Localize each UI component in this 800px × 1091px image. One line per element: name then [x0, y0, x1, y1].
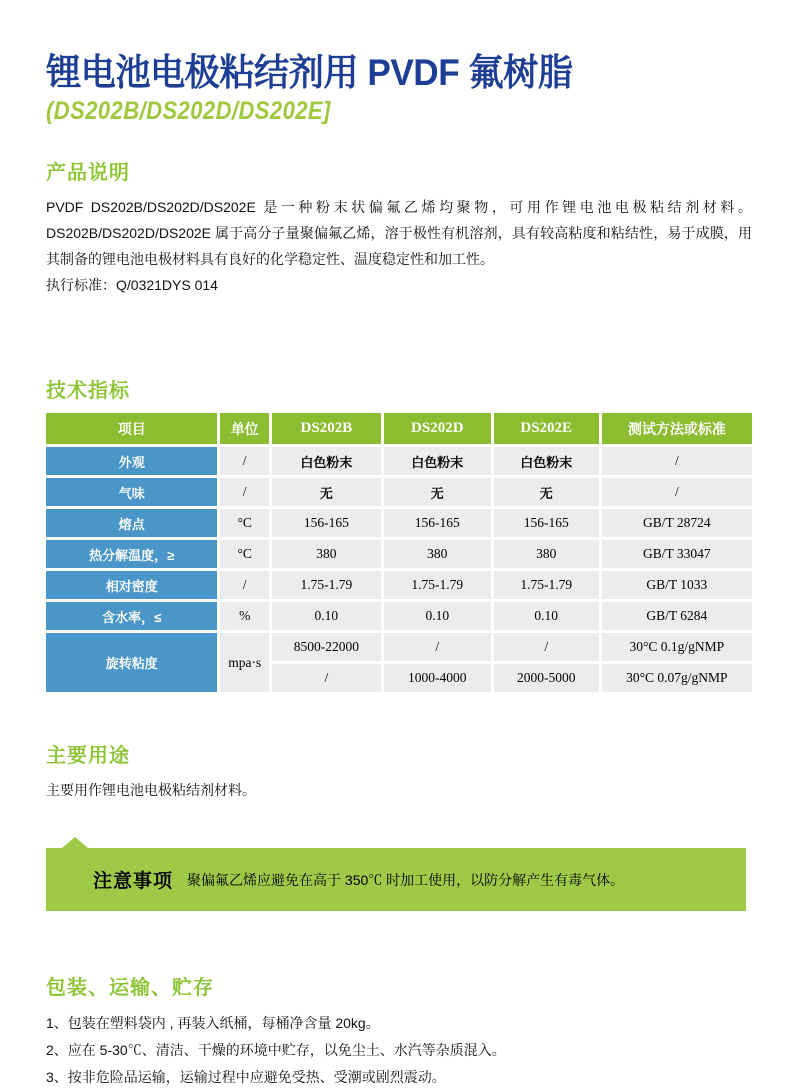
col-header-ds202d: DS202D: [384, 413, 491, 444]
table-row-rotational-viscosity-1: [46, 633, 752, 661]
cell-ds202b: 0.10: [272, 602, 381, 630]
cell-method: 30°C 0.07g/gNMP: [602, 664, 752, 692]
notice-label: 注意事项: [93, 871, 174, 892]
page-title: 锂电池电极粘结剂用 PVDF 氟树脂: [46, 52, 573, 93]
cell-ds202b: 156-165: [272, 509, 381, 537]
spec-table-header-row: [46, 413, 752, 444]
packaging-list-item: 3、按非危险品运输，运输过程中应避免受热、受潮或剧烈震动。: [46, 1069, 446, 1085]
cell-method: GB/T 6284: [602, 602, 752, 630]
cell-ds202d: 380: [384, 540, 491, 568]
cell-ds202d: 1000-4000: [384, 664, 491, 692]
section-heading-usage: 主要用途: [46, 745, 130, 767]
table-row-odor: [46, 478, 752, 506]
notice-text: 聚偏氟乙烯应避免在高于 350℃ 时加工使用，以防分解产生有毒气体。: [187, 871, 625, 888]
packaging-list: [46, 1010, 752, 1091]
cell-unit: °C: [220, 540, 268, 568]
table-row-appearance: [46, 447, 752, 475]
cell-ds202b: 380: [272, 540, 381, 568]
cell-method: /: [602, 447, 752, 475]
table-row-melting-point: [46, 509, 752, 537]
cell-method: /: [602, 478, 752, 506]
cell-ds202e: 2000-5000: [494, 664, 599, 692]
row-label: 热分解温度，≥: [46, 540, 217, 568]
cell-ds202d: 1.75-1.79: [384, 571, 491, 599]
col-header-unit: 单位: [220, 413, 268, 444]
cell-method: GB/T 28724: [602, 509, 752, 537]
row-label: 含水率，≤: [46, 602, 217, 630]
packaging-list-item: 2、应在 5-30℃、清洁、干燥的环境中贮存，以免尘土、水汽等杂质混入。: [46, 1042, 506, 1058]
cell-ds202e: 156-165: [494, 509, 599, 537]
cell-unit: /: [220, 478, 268, 506]
row-label: 外观: [46, 447, 217, 475]
notice-pointer-triangle-icon: [62, 837, 88, 848]
usage-text: 主要用作锂电池电极粘结剂材料。: [46, 782, 256, 798]
cell-ds202d: 无: [384, 478, 491, 506]
col-header-method: 测试方法或标准: [602, 413, 752, 444]
table-row-water-content: [46, 602, 752, 630]
cell-ds202d: 156-165: [384, 509, 491, 537]
col-header-ds202e: DS202E: [494, 413, 599, 444]
notice-banner: [46, 848, 746, 911]
row-label: 相对密度: [46, 571, 217, 599]
row-label: 旋转粘度: [46, 633, 217, 692]
cell-unit: /: [220, 571, 268, 599]
cell-ds202b: 1.75-1.79: [272, 571, 381, 599]
cell-ds202d: 白色粉末: [384, 447, 491, 475]
table-row-relative-density: [46, 571, 752, 599]
cell-unit: °C: [220, 509, 268, 537]
col-header-ds202b: DS202B: [272, 413, 381, 444]
cell-ds202e: /: [494, 633, 599, 661]
cell-method: GB/T 1033: [602, 571, 752, 599]
section-heading-tech: 技术指标: [46, 380, 130, 402]
cell-ds202e: 1.75-1.79: [494, 571, 599, 599]
col-header-item: 项目: [46, 413, 217, 444]
section-heading-product: 产品说明: [46, 162, 130, 184]
cell-ds202d: 0.10: [384, 602, 491, 630]
cell-method: 30°C 0.1g/gNMP: [602, 633, 752, 661]
cell-method: GB/T 33047: [602, 540, 752, 568]
cell-ds202e: 380: [494, 540, 599, 568]
cell-ds202b: 白色粉末: [272, 447, 381, 475]
cell-ds202b: /: [272, 664, 381, 692]
section-heading-packaging: 包装、运输、贮存: [46, 977, 214, 999]
cell-ds202e: 无: [494, 478, 599, 506]
cell-ds202e: 0.10: [494, 602, 599, 630]
cell-ds202b: 8500-22000: [272, 633, 381, 661]
row-label: 熔点: [46, 509, 217, 537]
product-standard-line: 执行标准：Q/0321DYS 014: [46, 277, 218, 293]
spec-table: [43, 410, 755, 695]
cell-ds202b: 无: [272, 478, 381, 506]
product-description-text: PVDF DS202B/DS202D/DS202E 是一种粉末状偏氟乙烯均聚物，可用作锂电池电极粘结剂材料。DS202B/DS202D/DS202E 属于高分子量聚偏氟乙烯，溶于极性有机溶剂，具有较高粘度和粘结性，易于成膜，用其制备的锂电池电极材料具有良好的化学稳定性、温度稳定性和加工性。: [46, 199, 752, 267]
cell-unit: mpa·s: [220, 633, 268, 692]
table-row-decomposition-temp: [46, 540, 752, 568]
product-description: [46, 194, 752, 298]
cell-unit: /: [220, 447, 268, 475]
cell-unit: %: [220, 602, 268, 630]
page-subtitle: (DS202B/DS202D/DS202E]: [46, 97, 331, 125]
cell-ds202d: /: [384, 633, 491, 661]
cell-ds202e: 白色粉末: [494, 447, 599, 475]
row-label: 气味: [46, 478, 217, 506]
packaging-list-item: 1、包装在塑料袋内 , 再装入纸桶，每桶净含量 20kg。: [46, 1015, 380, 1031]
